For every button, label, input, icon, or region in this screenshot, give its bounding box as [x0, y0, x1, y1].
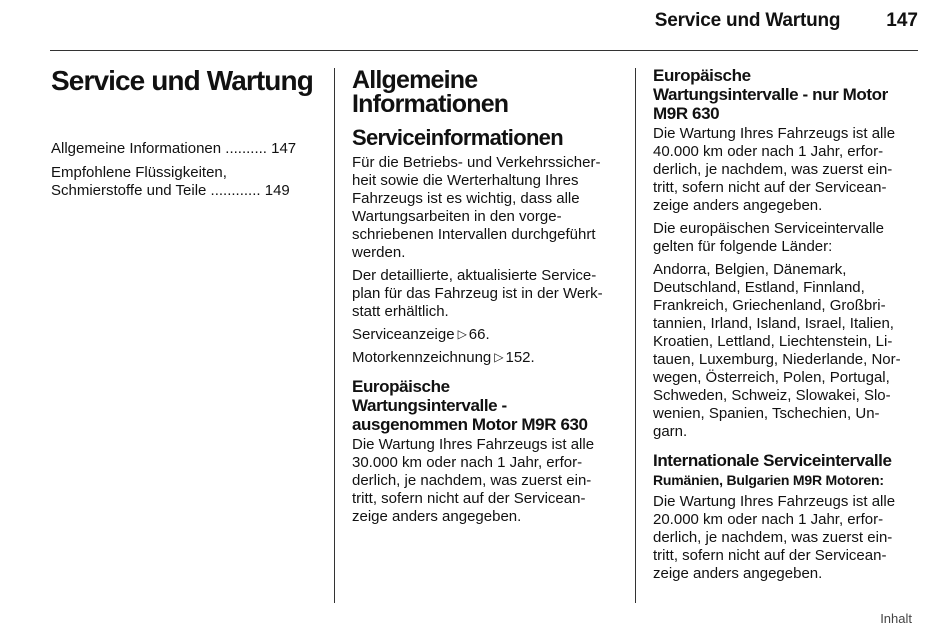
content-column-right: [653, 58, 923, 588]
text-line: zeige anders angegeben.: [352, 508, 522, 525]
toc-entry-general-info[interactable]: [51, 140, 321, 158]
contents-link[interactable]: Inhalt: [880, 611, 912, 626]
international-intervals-subheading: Rumänien, Bulgarien M9R Motoren:: [653, 472, 884, 488]
chapter-title: Service und Wartung: [51, 65, 313, 96]
running-title: Service und Wartung: [654, 10, 841, 31]
reference-service-display[interactable]: [352, 326, 620, 344]
text-line: Kroatien, Lettland, Liechtenstein, Li-: [653, 333, 893, 350]
text-line: Deutschland, Estland, Finnland,: [653, 279, 865, 296]
text-line: werden.: [352, 244, 406, 261]
content-column-middle: [352, 58, 620, 531]
text-line: tritt, sofern nicht auf der Servicean-: [352, 490, 586, 507]
text-line: Schweden, Schweiz, Slowakei, Slo-: [653, 387, 891, 404]
heading-line: Wartungsintervalle - nur Motor: [653, 85, 888, 104]
toc-entry-label: Allgemeine Informationen: [51, 140, 222, 157]
reference-label: Motorkennzeichnung: [352, 349, 492, 366]
text-line: schriebenen Intervallen durchgeführt: [352, 226, 596, 243]
text-line: Für die Betriebs- und Verkehrssicher-: [352, 154, 601, 171]
service-plan-paragraph: [352, 267, 620, 321]
text-line: tauen, Luxemburg, Niederlande, Nor-: [653, 351, 901, 368]
arrow-reference-icon: ▷: [494, 350, 504, 364]
text-line: Die Wartung Ihres Fahrzeugs ist alle: [653, 125, 896, 142]
text-line: Andorra, Belgien, Dänemark,: [653, 261, 847, 278]
service-info-heading: Serviceinformationen: [352, 125, 563, 150]
reference-page: 152.: [505, 349, 535, 366]
eu-intervals-only-heading: [653, 66, 923, 123]
text-line: derlich, je nachdem, was zuerst ein-: [653, 161, 893, 178]
text-line: garn.: [653, 423, 688, 440]
international-intervals-heading: Internationale Serviceintervalle: [653, 451, 892, 470]
toc-entry-label: Empfohlene Flüssigkeiten,: [51, 164, 227, 181]
toc-entry-label: Schmierstoffe und Teile: [51, 182, 207, 199]
column-divider: [635, 68, 636, 603]
text-line: Frankreich, Griechenland, Großbri-: [653, 297, 886, 314]
text-line: Die Wartung Ihres Fahrzeugs ist alle: [352, 436, 595, 453]
heading-line: ausgenommen Motor M9R 630: [352, 415, 588, 434]
section-title: [352, 68, 620, 116]
text-line: 20.000 km oder nach 1 Jahr, erfor-: [653, 511, 884, 528]
toc-entry-page: 149: [264, 182, 290, 199]
text-line: tannien, Irland, Island, Israel, Italien,: [653, 315, 894, 332]
text-line: tritt, sofern nicht auf der Servicean-: [653, 179, 887, 196]
page-number: 147: [886, 10, 918, 31]
countries-list-paragraph: [653, 261, 923, 441]
text-line: Fahrzeugs ist es wichtig, dass alle: [352, 190, 580, 207]
text-line: derlich, je nachdem, was zuerst ein-: [653, 529, 893, 546]
reference-label: Serviceanzeige: [352, 326, 455, 343]
heading-line: Europäische: [653, 66, 751, 85]
reference-engine-code[interactable]: [352, 349, 620, 367]
heading-line: Wartungsintervalle -: [352, 396, 507, 415]
toc-entry-page: 147: [271, 140, 297, 157]
text-line: wenien, Spanien, Tschechien, Un-: [653, 405, 880, 422]
text-line: heit sowie die Werterhaltung Ihres: [352, 172, 579, 189]
text-line: Die Wartung Ihres Fahrzeugs ist alle: [653, 493, 896, 510]
toc-leader-dots: ............: [206, 182, 265, 199]
text-line: Der detaillierte, aktualisierte Service-: [352, 267, 597, 284]
text-line: zeige anders angegeben.: [653, 197, 823, 214]
eu-intervals-only-paragraph: [653, 125, 923, 215]
text-line: wegen, Österreich, Polen, Portugal,: [653, 369, 890, 386]
column-divider: [334, 68, 335, 603]
text-line: derlich, je nachdem, was zuerst ein-: [352, 472, 592, 489]
eu-intervals-except-paragraph: [352, 436, 620, 526]
heading-line: Europäische: [352, 377, 450, 396]
text-line: zeige anders angegeben.: [653, 565, 823, 582]
header-rule: [50, 50, 918, 51]
reference-page: 66.: [468, 326, 490, 343]
text-line: plan für das Fahrzeug ist in der Werk-: [352, 285, 603, 302]
table-of-contents: [51, 140, 321, 200]
text-line: 40.000 km oder nach 1 Jahr, erfor-: [653, 143, 884, 160]
text-line: Wartungsarbeiten in den vorge-: [352, 208, 562, 225]
running-header: [655, 10, 918, 32]
text-line: Die europäischen Serviceintervalle: [653, 220, 884, 237]
section-title-line: Informationen: [352, 90, 509, 118]
eu-intervals-except-heading: [352, 377, 620, 434]
toc-entry-fluids[interactable]: [51, 164, 321, 200]
toc-leader-dots: ..........: [221, 140, 272, 157]
international-intervals-paragraph: [653, 493, 923, 583]
text-line: gelten für folgende Länder:: [653, 238, 833, 255]
chapter-column: [51, 58, 321, 206]
arrow-reference-icon: ▷: [457, 327, 467, 341]
section-title-line: Allgemeine: [352, 66, 478, 94]
text-line: 30.000 km oder nach 1 Jahr, erfor-: [352, 454, 583, 471]
heading-line: M9R 630: [653, 104, 720, 123]
service-info-paragraph: [352, 154, 620, 262]
countries-intro-paragraph: [653, 220, 923, 256]
text-line: tritt, sofern nicht auf der Servicean-: [653, 547, 887, 564]
text-line: statt erhältlich.: [352, 303, 449, 320]
